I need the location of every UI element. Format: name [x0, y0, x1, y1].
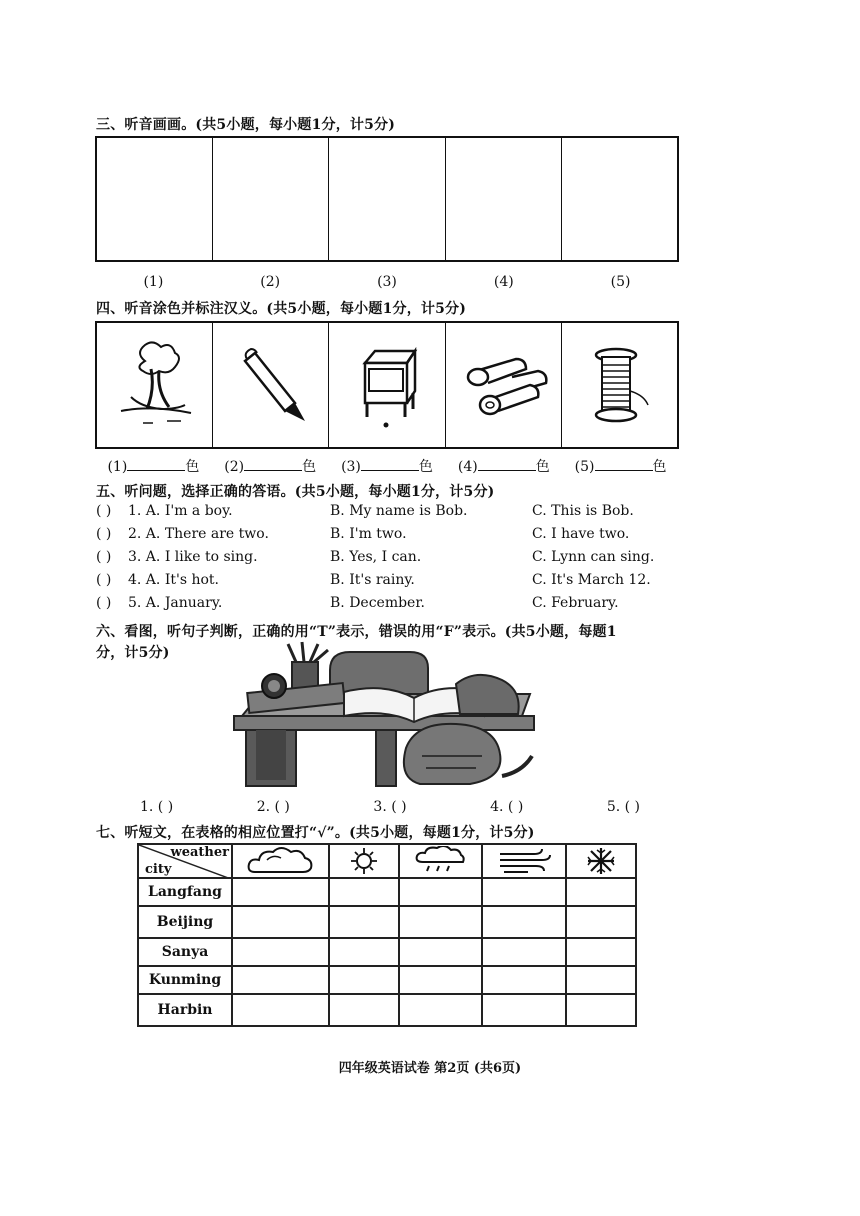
- judge-answers: [140, 799, 640, 815]
- check-cell[interactable]: [566, 906, 636, 938]
- check-cell[interactable]: [399, 938, 482, 966]
- drawing-box-3[interactable]: [329, 138, 445, 260]
- coloring-box-3[interactable]: [329, 323, 445, 447]
- check-cell[interactable]: [566, 878, 636, 906]
- drawing-box-2[interactable]: [213, 138, 329, 260]
- check-cell[interactable]: [399, 906, 482, 938]
- check-cell[interactable]: [482, 878, 565, 906]
- city-cell: Beijing: [138, 906, 232, 938]
- option-b: B. It's rainy.: [330, 572, 415, 588]
- drawing-box-5[interactable]: [562, 138, 677, 260]
- check-cell[interactable]: [329, 906, 399, 938]
- pen-icon: [235, 341, 315, 431]
- judge-answer-3[interactable]: 3. ( ): [373, 799, 407, 815]
- drawing-labels: [95, 274, 679, 290]
- section3-heading: 三、听音画画。(共5小题，每小题1分，计5分): [96, 117, 396, 133]
- windy-icon: [494, 846, 554, 876]
- weather-header-snowy: [566, 844, 636, 878]
- table-row: [138, 906, 636, 938]
- answer-blank-3[interactable]: [361, 458, 419, 471]
- drawing-label-3: (3): [377, 274, 397, 290]
- check-cell[interactable]: [232, 994, 329, 1026]
- coloring-box-2[interactable]: [213, 323, 329, 447]
- drawing-box-4[interactable]: [446, 138, 562, 260]
- coloring-answer-5: (5) 色: [574, 459, 667, 475]
- option-a: 2. A. There are two.: [128, 526, 269, 542]
- option-c: C. February.: [532, 595, 619, 611]
- option-c: C. Lynn can sing.: [532, 549, 655, 565]
- question-row: [96, 572, 696, 595]
- drawing-label-5: (5): [610, 274, 631, 290]
- header-weather-label: weather: [170, 845, 229, 860]
- question-list: [96, 503, 696, 618]
- weather-header-cloudy: [232, 844, 329, 878]
- answer-blank-5[interactable]: [595, 458, 653, 471]
- option-b: B. December.: [330, 595, 425, 611]
- section4-heading: 四、听音涂色并标注汉义。(共5小题，每小题1分，计5分): [96, 301, 467, 317]
- snowy-icon: [576, 846, 626, 876]
- check-cell[interactable]: [232, 966, 329, 994]
- judge-answer-5[interactable]: 5. ( ): [606, 799, 640, 815]
- city-cell: Langfang: [138, 878, 232, 906]
- page-footer: 四年级英语试卷 第2页 (共6页): [338, 1061, 522, 1076]
- check-cell[interactable]: [399, 878, 482, 906]
- drawing-boxes: [95, 136, 679, 262]
- table-row: [138, 938, 636, 966]
- check-cell[interactable]: [482, 994, 565, 1026]
- coloring-boxes: [95, 321, 679, 449]
- option-c: C. It's March 12.: [532, 572, 651, 588]
- tree-icon: [115, 341, 195, 431]
- coloring-box-5[interactable]: [562, 323, 677, 447]
- drawing-label-1: (1): [143, 274, 164, 290]
- answer-blank-4[interactable]: [478, 458, 536, 471]
- question-row: [96, 595, 696, 618]
- section7-heading: 七、听短文，在表格的相应位置打“√”。(共5小题，每题1分，计5分): [96, 825, 535, 841]
- coloring-answer-2: (2) 色: [224, 459, 317, 475]
- option-a: 5. A. January.: [128, 595, 223, 611]
- section6-heading-line1: 六、看图，听句子判断，正确的用“T”表示，错误的用“F”表示。(共5小题，每题1: [96, 624, 617, 640]
- weather-table: [137, 843, 637, 1027]
- coloring-answer-1: (1) 色: [107, 459, 200, 475]
- answer-paren[interactable]: ( ): [96, 595, 112, 611]
- city-cell: Harbin: [138, 994, 232, 1026]
- question-row: [96, 549, 696, 572]
- option-c: C. This is Bob.: [532, 503, 634, 519]
- table-row: [138, 994, 636, 1026]
- option-a: 4. A. It's hot.: [128, 572, 219, 588]
- table-row: [138, 878, 636, 906]
- option-c: C. I have two.: [532, 526, 630, 542]
- check-cell[interactable]: [482, 938, 565, 966]
- answer-paren[interactable]: ( ): [96, 526, 112, 542]
- table-header-corner: [138, 844, 232, 878]
- answer-blank-2[interactable]: [244, 458, 302, 471]
- drawing-label-2: (2): [260, 274, 281, 290]
- question-row: [96, 526, 696, 549]
- weather-header-windy: [482, 844, 565, 878]
- option-b: B. My name is Bob.: [330, 503, 468, 519]
- answer-paren[interactable]: ( ): [96, 549, 112, 565]
- desk-icon: [355, 343, 425, 433]
- judge-answer-2[interactable]: 2. ( ): [256, 799, 290, 815]
- section5-heading: 五、听问题，选择正确的答语。(共5小题，每小题1分，计5分): [96, 484, 495, 500]
- check-cell[interactable]: [329, 938, 399, 966]
- judge-answer-4[interactable]: 4. ( ): [490, 799, 524, 815]
- rainy-icon: [411, 846, 471, 876]
- drawing-label-4: (4): [493, 274, 514, 290]
- answer-blank-1[interactable]: [127, 458, 185, 471]
- check-cell[interactable]: [329, 994, 399, 1026]
- weather-header-sunny: [329, 844, 399, 878]
- city-cell: Kunming: [138, 966, 232, 994]
- answer-paren[interactable]: ( ): [96, 503, 112, 519]
- check-cell[interactable]: [232, 878, 329, 906]
- weather-header-rainy: [399, 844, 482, 878]
- city-cell: Sanya: [138, 938, 232, 966]
- check-cell[interactable]: [232, 906, 329, 938]
- logs-icon: [462, 347, 552, 427]
- drawing-box-1[interactable]: [97, 138, 213, 260]
- coloring-answers: [95, 456, 679, 476]
- check-cell[interactable]: [329, 966, 399, 994]
- option-b: B. Yes, I can.: [330, 549, 422, 565]
- answer-paren[interactable]: ( ): [96, 572, 112, 588]
- study-desk-illustration: [226, 640, 542, 790]
- question-row: [96, 503, 696, 526]
- option-a: 3. A. I like to sing.: [128, 549, 258, 565]
- coloring-answer-4: (4) 色: [457, 459, 550, 475]
- cloudy-icon: [245, 846, 315, 876]
- check-cell[interactable]: [399, 966, 482, 994]
- check-cell[interactable]: [566, 938, 636, 966]
- section6-heading-line2: 分，计5分): [96, 645, 170, 661]
- check-cell[interactable]: [566, 966, 636, 994]
- table-row: [138, 966, 636, 994]
- check-cell[interactable]: [232, 938, 329, 966]
- judge-answer-1[interactable]: 1. ( ): [140, 799, 174, 815]
- check-cell[interactable]: [482, 906, 565, 938]
- option-a: 1. A. I'm a boy.: [128, 503, 233, 519]
- check-cell[interactable]: [566, 994, 636, 1026]
- coloring-box-4[interactable]: [446, 323, 562, 447]
- coloring-answer-3: (3) 色: [341, 459, 433, 475]
- check-cell[interactable]: [482, 966, 565, 994]
- header-city-label: city: [145, 862, 172, 877]
- check-cell[interactable]: [399, 994, 482, 1026]
- check-cell[interactable]: [329, 878, 399, 906]
- thread-spool-icon: [584, 341, 664, 431]
- option-b: B. I'm two.: [330, 526, 407, 542]
- sunny-icon: [339, 846, 389, 876]
- coloring-box-1[interactable]: [97, 323, 213, 447]
